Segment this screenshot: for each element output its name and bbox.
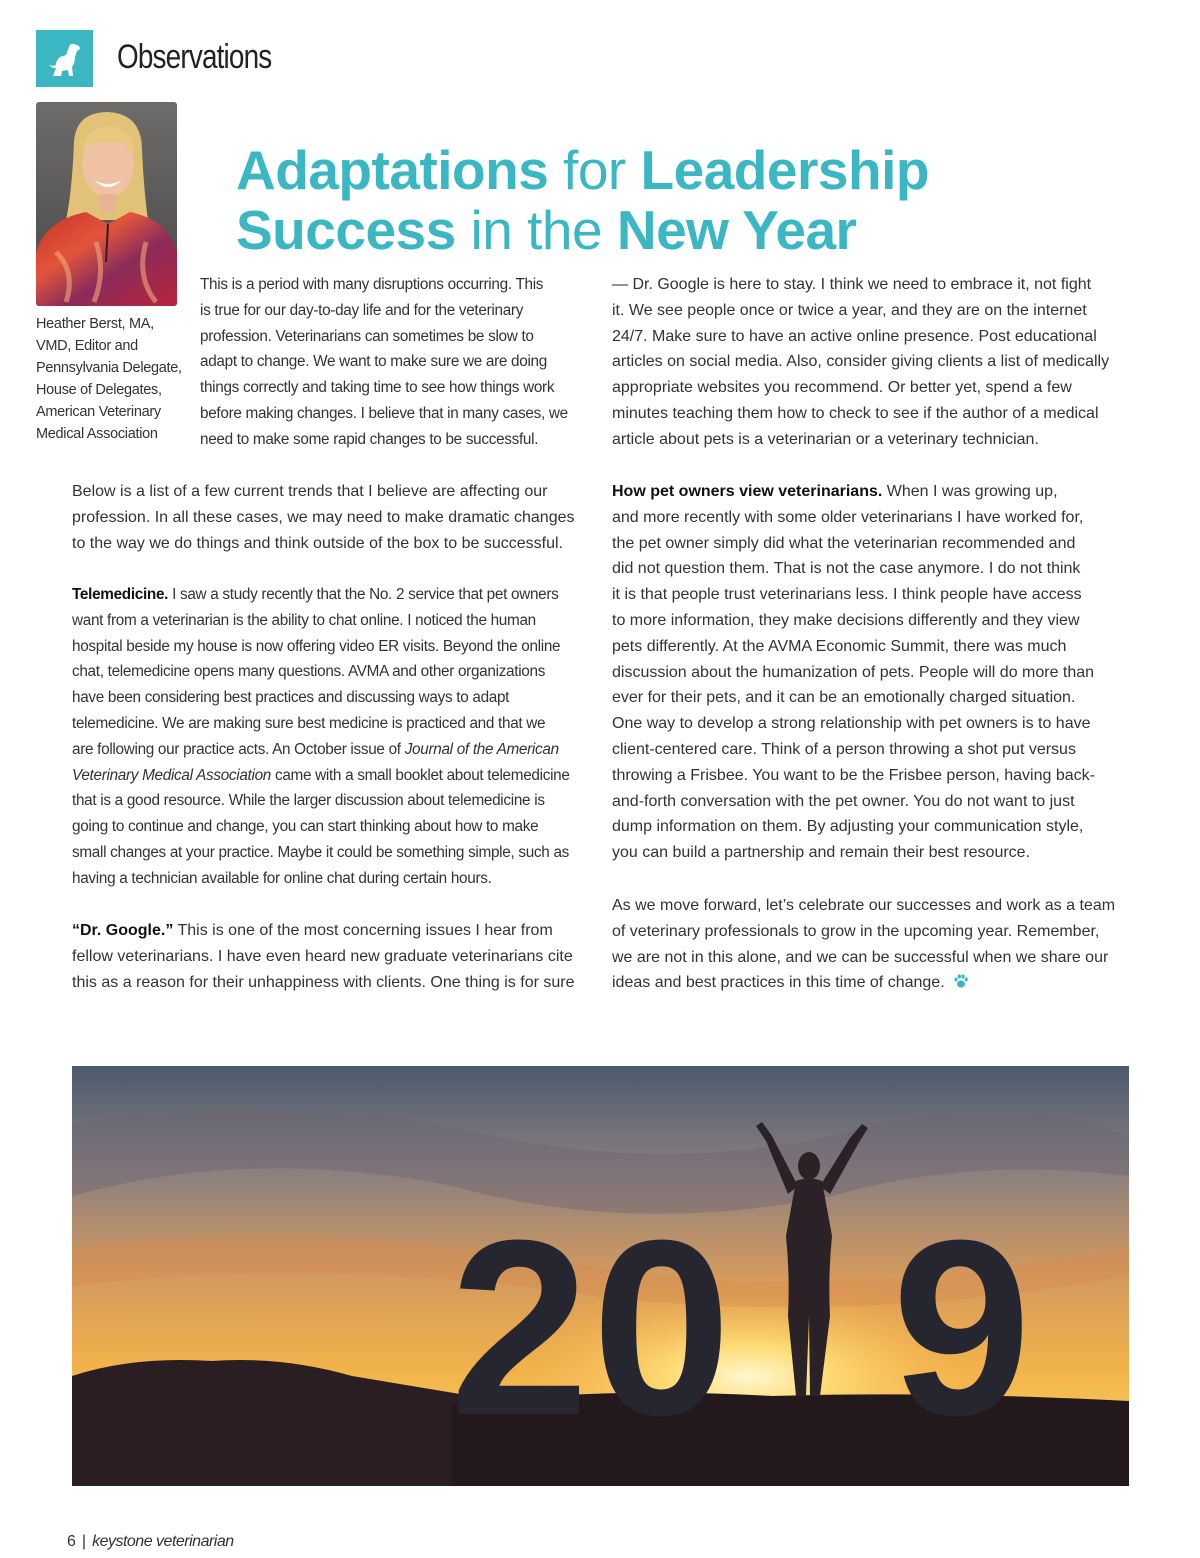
text-line: you can build a partnership and remain their best resource.: [612, 844, 1031, 862]
text-line: — Dr. Google is here to stay. I think we need to embrace it, not fight: [612, 276, 1092, 293]
text-line: Below is a list of a few current trends that I believe are affecting our: [72, 483, 548, 500]
text-line: minutes teaching them how to check to see if the author of a medical: [612, 404, 1099, 422]
footer-separator: |: [81, 1533, 87, 1550]
hero-digit: 0: [592, 1188, 732, 1467]
text-line: did not question them. That is not the case anymore. I do not think: [612, 560, 1081, 578]
text-line: chat, telemedicine opens many questions. AVMA and other organizations: [72, 663, 546, 681]
text-line: the pet owner simply did what the veterinarian recommended and: [612, 534, 1076, 552]
title-word: New Year: [616, 199, 857, 261]
text-line: this as a reason for their unhappiness with clients. One thing is for sure: [72, 973, 575, 991]
text-line: pets differently. At the AVMA Economic Summit, there was much: [612, 637, 1067, 655]
dr-google-continued: [612, 272, 1132, 453]
text-line: articles on social media. Also, consider giving clients a list of medically: [612, 353, 1110, 371]
journal-title: Veterinary Medical Association: [72, 766, 272, 784]
trends-paragraph: [72, 479, 592, 556]
article-title: [236, 140, 1136, 260]
text-segment: came with a small booklet about telemedicine: [271, 766, 570, 784]
text-line: dump information on them. By adjusting your communication style,: [612, 818, 1084, 836]
text-line: profession. Veterinarians can sometimes be slow to: [200, 327, 534, 345]
text-segment: When I was growing up,: [882, 483, 1058, 500]
text-line: As we move forward, let’s celebrate our successes and work as a team: [612, 897, 1116, 914]
text-line: is true for our day-to-day life and for the veterinary: [200, 301, 524, 319]
title-word: Success: [236, 199, 456, 261]
text-line: This is a period with many disruptions occurring. This: [200, 276, 544, 293]
text-line: need to make some rapid changes to be successful.: [200, 430, 539, 448]
pet-owners-heading: How pet owners view veterinarians.: [612, 483, 883, 500]
text-line: it. We see people once or twice a year, and they are on the internet: [612, 301, 1087, 319]
text-line: One way to develop a strong relationship with pet owners is to have: [612, 715, 1091, 733]
text-line: small changes at your practice. Maybe it could be something simple, such as: [72, 843, 569, 861]
text-line: and more recently with some older veterinarians I have worked for,: [612, 508, 1084, 526]
text-line: telemedicine. We are making sure best medicine is practiced and that we: [72, 714, 546, 732]
title-word: in the: [455, 199, 617, 261]
journal-title: Journal of the American: [404, 740, 559, 758]
telemedicine-heading: Telemedicine.: [72, 586, 169, 603]
text-line: it is that people trust veterinarians less. I think people have access: [612, 586, 1082, 604]
text-line: 24/7. Make sure to have an active online presence. Post educational: [612, 327, 1097, 345]
text-line: things correctly and taking time to see how things work: [200, 379, 555, 397]
text-line: going to continue and change, you can start thinking about how to make: [72, 818, 539, 836]
caption-line: Medical Association: [36, 426, 158, 442]
dr-google-paragraph: [72, 918, 592, 995]
caption-line: Pennsylvania Delegate,: [36, 360, 182, 376]
text-line: client-centered care. Think of a person throwing a shot put versus: [612, 740, 1076, 758]
text-line: before making changes. I believe that in many cases, we: [200, 404, 568, 422]
hero-digit: 9: [892, 1188, 1032, 1467]
title-word: Leadership: [640, 139, 929, 201]
text-line: that is a good resource. While the larger discussion about telemedicine is: [72, 792, 545, 810]
publication-name: keystone veterinarian: [92, 1533, 234, 1550]
dog-icon: [36, 30, 93, 87]
paw-icon: [953, 972, 969, 998]
dr-google-heading: “Dr. Google.”: [72, 922, 174, 939]
text-line: we are not in this alone, and we can be successful when we share our: [612, 948, 1109, 966]
author-caption: [36, 313, 186, 445]
text-line: hospital beside my house is now offering video ER visits. Beyond the online: [72, 637, 561, 655]
text-segment: I saw a study recently that the No. 2 service that pet owners: [168, 586, 559, 603]
text-line: to the way we do things and think outside of the box to be successful.: [72, 534, 563, 552]
section-title: Observations: [117, 38, 272, 76]
text-line: to more information, they make decisions differently and they view: [612, 611, 1080, 629]
text-line: profession. In all these cases, we may need to make dramatic changes: [72, 508, 575, 526]
title-word: for: [548, 139, 641, 201]
text-segment: This is one of the most concerning issues I hear from: [173, 922, 553, 939]
text-line: appropriate websites you recommend. Or better yet, spend a few: [612, 379, 1072, 397]
closing-paragraph: [612, 893, 1132, 998]
text-line: fellow veterinarians. I have even heard new graduate veterinarians cite: [72, 947, 573, 965]
caption-line: Heather Berst, MA,: [36, 316, 154, 332]
text-line: and-forth conversation with the pet owner. You do not want to just: [612, 792, 1075, 810]
caption-line: VMD, Editor and: [36, 338, 138, 354]
text-line: of veterinary professionals to grow in the upcoming year. Remember,: [612, 922, 1100, 940]
hero-digit: 2: [450, 1188, 590, 1467]
text-line: throwing a Frisbee. You want to be the Frisbee person, having back-: [612, 766, 1095, 784]
text-line: have been considering best practices and discussing ways to adapt: [72, 689, 510, 707]
title-word: Adaptations: [236, 139, 549, 201]
text-segment: ideas and best practices in this time of change.: [612, 974, 945, 992]
page-footer: [67, 1533, 234, 1551]
pet-owners-paragraph: [612, 479, 1132, 866]
hero-image-2019-sunset: [72, 1066, 1129, 1486]
text-line: adapt to change. We want to make sure we are doing: [200, 353, 547, 371]
text-line: discussion about the humanization of pets. People will do more than: [612, 663, 1095, 681]
text-line: ever for their pets, and it can be an emotionally charged situation.: [612, 689, 1076, 707]
caption-line: House of Delegates,: [36, 382, 162, 398]
section-icon-box: [36, 30, 93, 87]
text-line: want from a veterinarian is the ability to chat online. I noticed the human: [72, 611, 536, 629]
page-number: 6: [67, 1533, 76, 1550]
intro-paragraph: [200, 272, 600, 453]
author-photo: [36, 102, 177, 306]
text-line: article about pets is a veterinarian or a veterinary technician.: [612, 430, 1039, 448]
telemedicine-paragraph: [72, 582, 592, 892]
text-line: having a technician available for online chat during certain hours.: [72, 869, 492, 887]
text-segment: are following our practice acts. An October issue of: [72, 740, 405, 758]
caption-line: American Veterinary: [36, 404, 161, 420]
